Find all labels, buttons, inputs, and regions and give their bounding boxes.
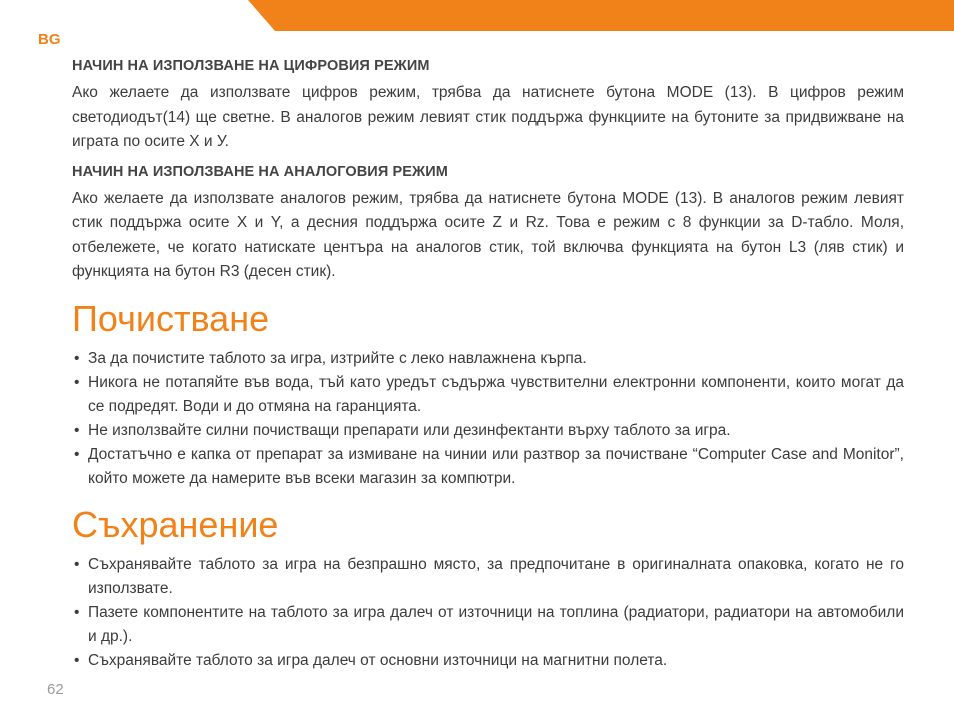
page-content [72, 55, 904, 673]
cleaning-list [72, 347, 904, 491]
bullet-icon: • [74, 555, 80, 573]
list-item: • Не използвайте силни почистващи препарати или дезинфектанти върху таблото за игра. [60, 419, 904, 443]
bullet-icon: • [74, 349, 80, 367]
list-item: • Съхранявайте таблото за игра далеч от основни източници на магнитни полета. [60, 649, 904, 673]
cleaning-title: Почистване [72, 297, 270, 339]
digital-mode-heading: НАЧИН НА ИЗПОЛЗВАНЕ НА ЦИФРОВИЯ РЕЖИМ [72, 58, 430, 74]
analog-mode-text: Ако желаете да използвате аналогов режим, трябва да натиснете бутона MODE (13). В аналогов режим левият стик поддържа осите X и Y, а десния поддържа осите Z и Rz. Това е режим с 8 функции за D-табло. Моля, отбележете, че когато натискате центъра на аналогов стик, той включва функцията на бутон L3 (ляв стик) и функцията на бутон R3 (десен стик). [72, 189, 904, 280]
digital-mode-text: Ако желаете да използвате цифров режим, трябва да натиснете бутона MODE (13). В цифров режим светодиодът(14) ще светне. В аналогов режим левият стик поддържа функциите на бутоните за придвижване на играта по осите X и У. [72, 84, 904, 150]
page-number: 62 [47, 681, 64, 698]
bullet-icon: • [74, 373, 80, 391]
list-item: • За да почистите таблото за игра, изтрийте с леко навлажнена кърпа. [60, 347, 904, 371]
bullet-icon: • [74, 421, 80, 439]
storage-list [72, 553, 904, 673]
storage-title: Съхранение [72, 503, 279, 545]
list-item: • Пазете компонентите на таблото за игра далеч от източници на топлина (радиатори, радиатори на автомобили и др.). [60, 601, 904, 649]
list-item: • Достатъчно е капка от препарат за измиване на чинии или разтвор за почистване “Computer Case and Monitor”, който можете да намерите във всеки магазин за компютри. [60, 443, 904, 491]
bullet-icon: • [74, 651, 80, 669]
bullet-icon: • [74, 603, 80, 621]
list-item: • Никога не потапяйте във вода, тъй като уредът съдържа чувствителни електронни компоненти, които могат да се подредят. Води и до отмяна на гаранцията. [60, 371, 904, 419]
language-tag: BG [38, 31, 61, 48]
list-item: • Съхранявайте таблото за игра на безпрашно място, за предпочитане в оригиналната опаковка, когато не го използвате. [60, 553, 904, 601]
header-accent-bar [248, 0, 954, 31]
analog-mode-heading: НАЧИН НА ИЗПОЛЗВАНЕ НА АНАЛОГОВИЯ РЕЖИМ [72, 163, 448, 180]
bullet-icon: • [74, 445, 80, 463]
